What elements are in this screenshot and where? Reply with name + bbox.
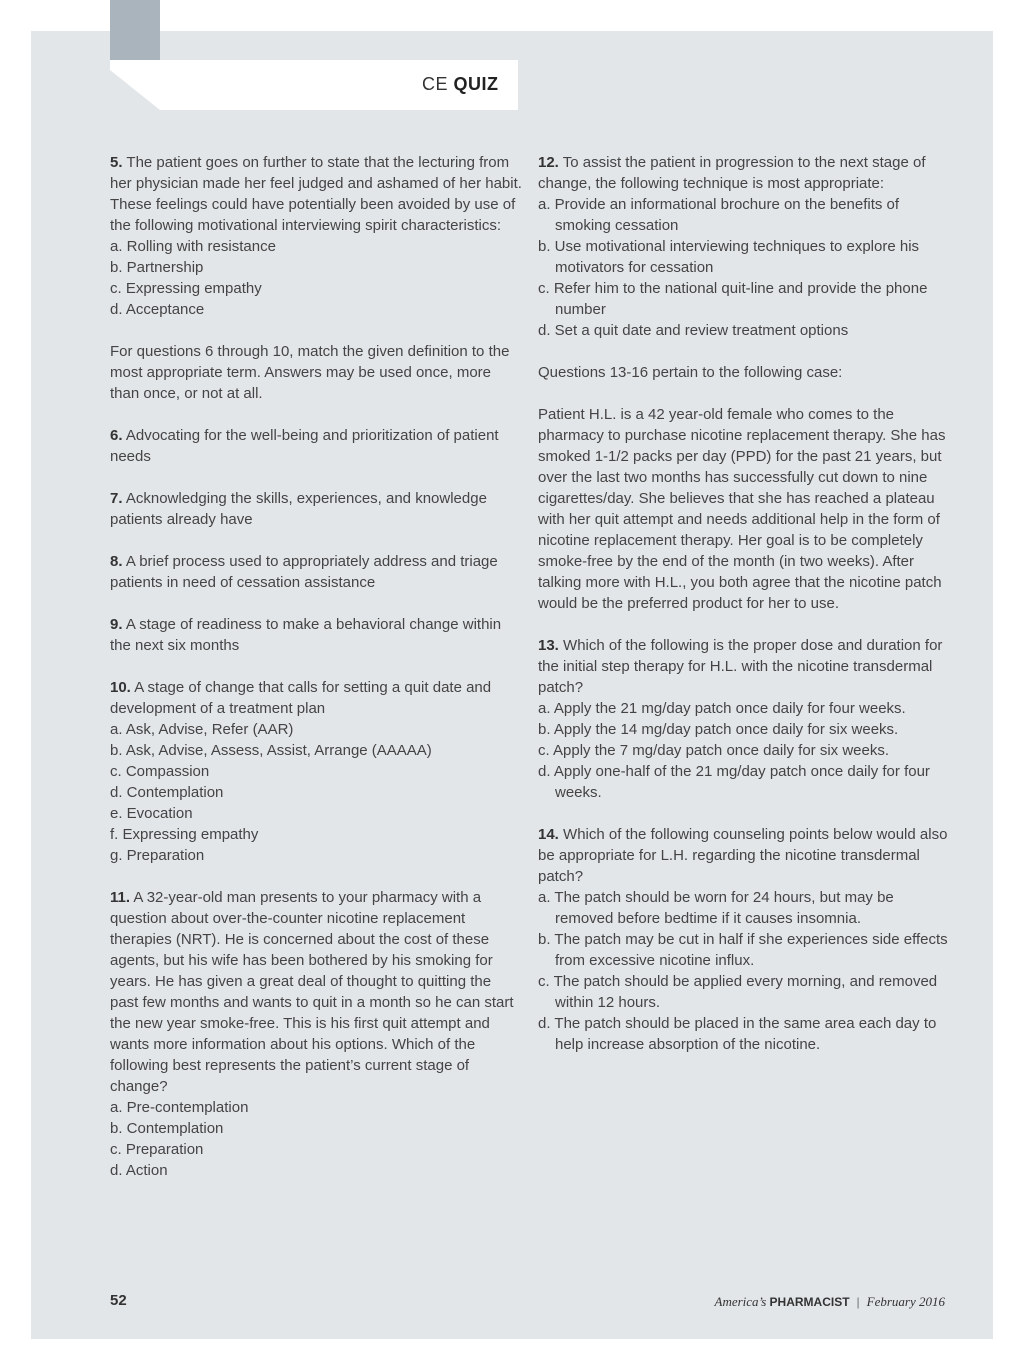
question-number: 10. <box>110 679 131 696</box>
answer-option: b. The patch may be cut in half if she experiences side effects from excessive nicotine influx. <box>538 931 948 969</box>
answer-option: a. The patch should be worn for 24 hours, but may be removed before bedtime if it causes insomnia. <box>538 889 894 927</box>
footer-separator: | <box>856 1294 860 1309</box>
question-text: A 32-year-old man presents to your pharmacy with a question about over-the-counter nicotine replacement therapies (NRT). He is concerned about the cost of these agents, but his wife has been bothered by his smoking for years. He has given a great deal of thought to quitting the past few months and wants to quit in a month so he can start the new year smoke-free. This is his first quit attempt and wants more information about his options. Which of the following best represents the patient’s current stage of change? <box>110 889 514 1095</box>
answer-option: c. Preparation <box>110 1141 204 1158</box>
question-text: A stage of change that calls for setting a quit date and development of a treatment plan <box>110 679 492 717</box>
question-9 <box>110 614 522 656</box>
section-title <box>422 74 499 98</box>
answer-option: a. Rolling with resistance <box>110 238 276 255</box>
answer-option: a. Provide an informational brochure on the benefits of smoking cessation <box>538 196 900 234</box>
question-text: A stage of readiness to make a behavioral change within the next six months <box>110 616 502 654</box>
question-6 <box>110 425 522 467</box>
issue-date: February 2016 <box>866 1294 945 1309</box>
question-8 <box>110 551 522 593</box>
right-column <box>538 152 954 1076</box>
question-7 <box>110 488 522 530</box>
answer-option: d. Acceptance <box>110 301 205 318</box>
question-number: 14. <box>538 826 559 843</box>
publication-name: PHARMACIST <box>769 1295 850 1309</box>
answer-option: b. Contemplation <box>110 1120 224 1137</box>
answer-option: c. Expressing empathy <box>110 280 262 297</box>
answer-option: c. Refer him to the national quit-line and provide the phone number <box>538 280 928 318</box>
answer-option: d. Contemplation <box>110 784 224 801</box>
question-13 <box>538 635 954 803</box>
question-12 <box>538 152 954 341</box>
answer-option: d. Set a quit date and review treatment options <box>538 322 849 339</box>
answer-option: d. The patch should be placed in the same area each day to help increase absorption of the nicotine. <box>538 1015 937 1053</box>
answer-option: c. Compassion <box>110 763 210 780</box>
question-number: 7. <box>110 490 123 507</box>
answer-option: b. Use motivational interviewing techniques to explore his motivators for cessation <box>538 238 920 276</box>
question-14 <box>538 824 954 1055</box>
question-number: 8. <box>110 553 123 570</box>
publication-name-prefix: America’s <box>714 1294 767 1309</box>
answer-option: b. Ask, Advise, Assess, Assist, Arrange (AAAAA) <box>110 742 432 759</box>
answer-option: d. Action <box>110 1162 168 1179</box>
page-number: 52 <box>110 1292 127 1309</box>
answer-option: c. Apply the 7 mg/day patch once daily for six weeks. <box>538 742 890 759</box>
answer-option: c. The patch should be applied every morning, and removed within 12 hours. <box>538 973 938 1011</box>
left-column <box>110 152 522 1202</box>
section-tab <box>110 0 160 60</box>
question-number: 13. <box>538 637 559 654</box>
answer-option: e. Evocation <box>110 805 193 822</box>
answer-option: d. Apply one-half of the 21 mg/day patch once daily for four weeks. <box>538 763 930 801</box>
question-5-stem <box>110 152 522 236</box>
case-intro: Questions 13-16 pertain to the following case: <box>538 364 843 381</box>
question-number: 5. <box>110 154 123 171</box>
question-text: A brief process used to appropriately address and triage patients in need of cessation assistance <box>110 553 498 591</box>
answer-option: b. Partnership <box>110 259 204 276</box>
question-5 <box>110 152 522 320</box>
question-text: To assist the patient in progression to the next stage of change, the following technique is most appropriate: <box>538 154 926 192</box>
question-text: The patient goes on further to state that the lecturing from her physician made her feel judged and ashamed of her habit. These feelings could have potentially been avoided by use of the following motivational interviewing spirit characteristics: <box>110 154 522 234</box>
question-text: Which of the following is the proper dose and duration for the initial step therapy for H.L. with the nicotine transdermal patch? <box>538 637 943 696</box>
question-10 <box>110 677 522 866</box>
publication-footer <box>715 1294 945 1310</box>
answer-option: b. Apply the 14 mg/day patch once daily for six weeks. <box>538 721 899 738</box>
answer-option: f. Expressing empathy <box>110 826 259 843</box>
answer-option: g. Preparation <box>110 847 205 864</box>
question-11 <box>110 887 522 1181</box>
section-title-prefix: CE <box>422 74 449 94</box>
question-number: 9. <box>110 616 123 633</box>
question-text: Acknowledging the skills, experiences, and knowledge patients already have <box>110 490 487 528</box>
question-text: Which of the following counseling points below would also be appropriate for L.H. regarding the nicotine transdermal patch? <box>538 826 948 885</box>
answer-option: a. Pre-contemplation <box>110 1099 249 1116</box>
matching-instructions: For questions 6 through 10, match the given definition to the most appropriate term. Answers may be used once, more than once, or not at all. <box>110 343 510 402</box>
answer-option: a. Ask, Advise, Refer (AAR) <box>110 721 294 738</box>
question-text: Advocating for the well-being and prioritization of patient needs <box>110 427 499 465</box>
answer-option: a. Apply the 21 mg/day patch once daily for four weeks. <box>538 700 906 717</box>
question-number: 12. <box>538 154 559 171</box>
question-number: 11. <box>110 889 131 906</box>
section-title-main: QUIZ <box>453 74 499 94</box>
question-number: 6. <box>110 427 123 444</box>
case-description: Patient H.L. is a 42 year-old female who comes to the pharmacy to purchase nicotine replacement therapy. She has smoked 1-1/2 packs per day (PPD) for the past 21 years, but over the last two months has successfully cut down to nine cigarettes/day. She believes that she has reached a plateau with her quit attempt and needs additional help in the form of nicotine replacement therapy. Her goal is to be completely smoke-free by the end of the month (in two weeks). After talking more with H.L., you both agree that the nicotine patch would be the preferred product for her to use. <box>538 406 946 612</box>
